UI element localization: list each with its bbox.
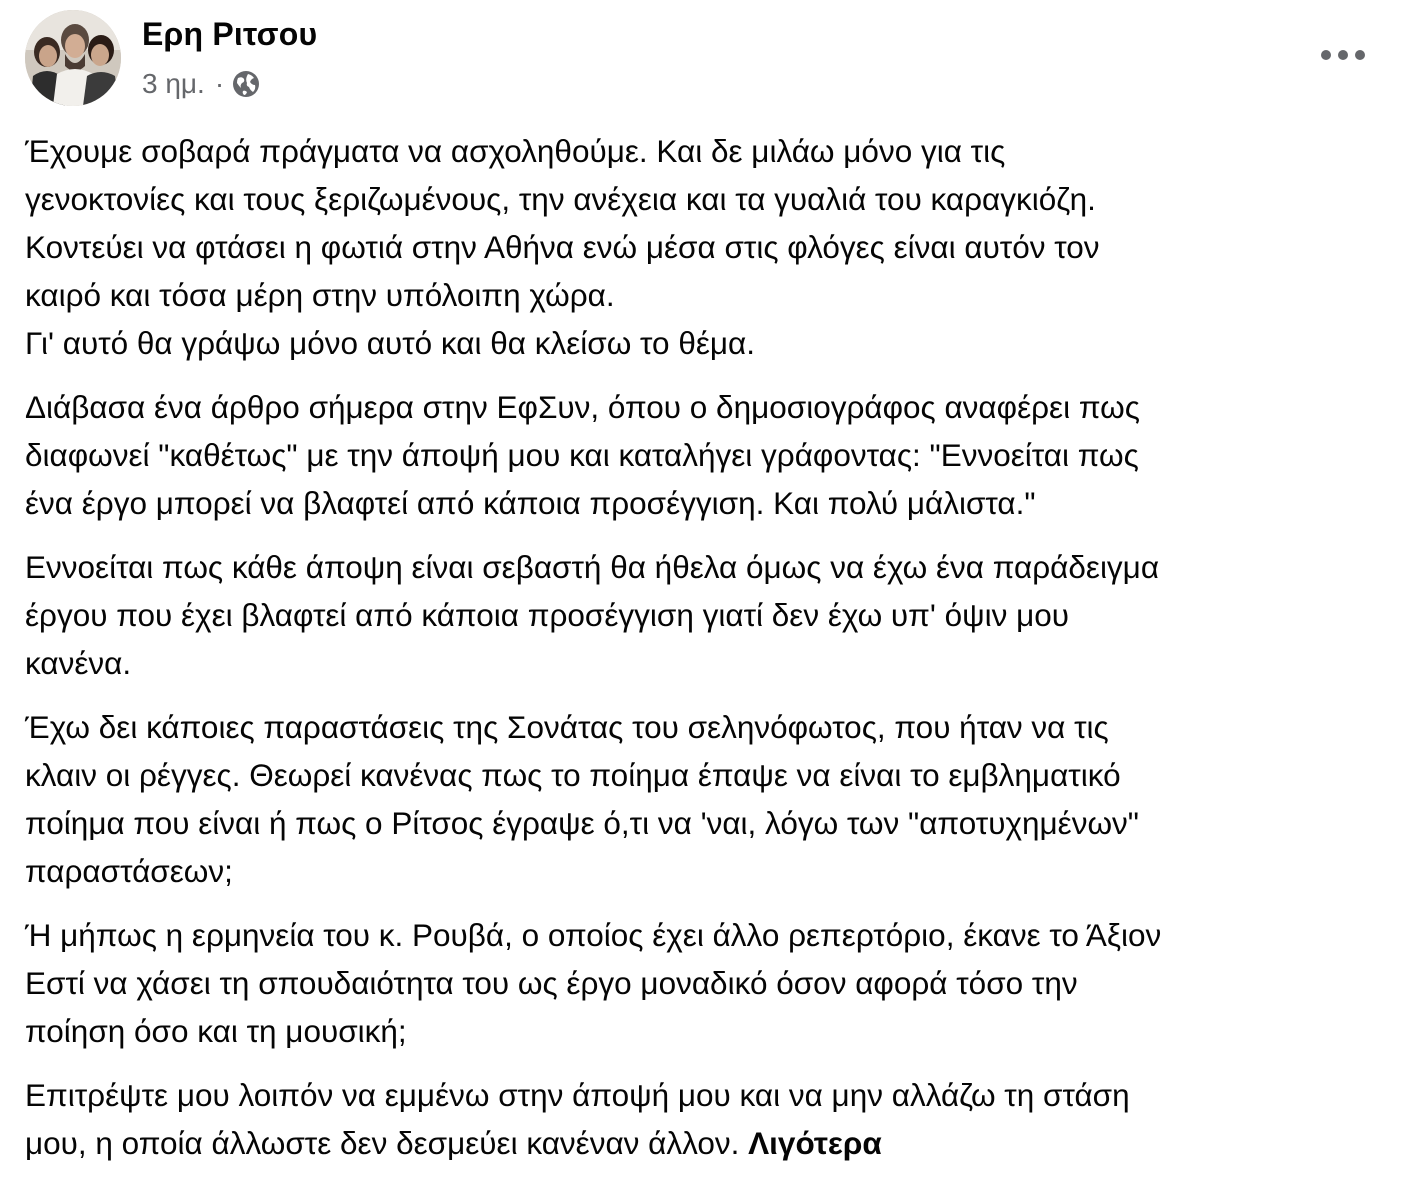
author-name[interactable]: Ερη Ριτσου	[142, 16, 318, 52]
meta-separator: ·	[214, 68, 225, 99]
post-paragraph: Διάβασα ένα άρθρο σήμερα στην ΕφΣυν, όπου ο δημοσιογράφος αναφέρει πως διαφωνεί "καθέτως" με την άποψή μου και καταλήγει γράφοντας: "Εννοείται πως ένα έργο μπορεί να βλαφτεί από κάποια προσέγγιση. Και πολύ μάλιστα."	[25, 389, 1140, 521]
more-options-icon[interactable]	[1321, 40, 1365, 70]
post-meta	[142, 68, 260, 100]
globe-icon[interactable]	[232, 70, 260, 98]
more-dot	[1321, 50, 1331, 60]
post-time[interactable]: 3 ημ.	[142, 68, 205, 99]
post-body	[25, 127, 1380, 1183]
post-header	[25, 10, 1375, 110]
see-less-link[interactable]: Λιγότερα	[748, 1125, 882, 1161]
more-dot	[1338, 50, 1348, 60]
post-paragraph: Ή μήπως η ερμηνεία του κ. Ρουβά, ο οποίος έχει άλλο ρεπερτόριο, έκανε το Άξιον Εστί να χάσει τη σπουδαιότητα του ως έργο μοναδικό όσον αφορά τόσο την ποίηση όσο και τη μουσική;	[25, 917, 1162, 1049]
more-dot	[1355, 50, 1365, 60]
author-avatar[interactable]	[25, 10, 121, 106]
avatar-image	[25, 10, 121, 106]
post-paragraph: Έχω δει κάποιες παραστάσεις της Σονάτας του σεληνόφωτος, που ήταν να τις κλαιν οι ρέγγες. Θεωρεί κανένας πως το ποίημα έπαψε να είναι το εμβληματικό ποίημα που είναι ή πως ο Ρίτσος έγραψε ό,τι να 'ναι, λόγω των "αποτυχημένων" παραστάσεων;	[25, 709, 1139, 889]
post-paragraph: Εννοείται πως κάθε άποψη είναι σεβαστή θα ήθελα όμως να έχω ένα παράδειγμα έργου που έχει βλαφτεί από κάποια προσέγγιση γιατί δεν έχω υπ' όψιν μου κανένα.	[25, 549, 1160, 681]
post-paragraph: Έχουμε σοβαρά πράγματα να ασχοληθούμε. Και δε μιλάω μόνο για τις γενοκτονίες και τους ξεριζωμένους, την ανέχεια και τα γυαλιά του καραγκιόζη. Κοντεύει να φτάσει η φωτιά στην Αθήνα ενώ μέσα στις φλόγες είναι αυτόν τον καιρό και τόσα μέρη στην υπόλοιπη χώρα. Γι' αυτό θα γράψω μόνο αυτό και θα κλείσω το θέμα.	[25, 133, 1100, 361]
last-paragraph-text: Επιτρέψτε μου λοιπόν να εμμένω στην άποψή μου και να μην αλλάζω τη στάση μου, η οποία άλλωστε δεν δεσμεύει κανέναν άλλον.	[25, 1077, 1130, 1161]
post-paragraph-last	[25, 1071, 1380, 1167]
